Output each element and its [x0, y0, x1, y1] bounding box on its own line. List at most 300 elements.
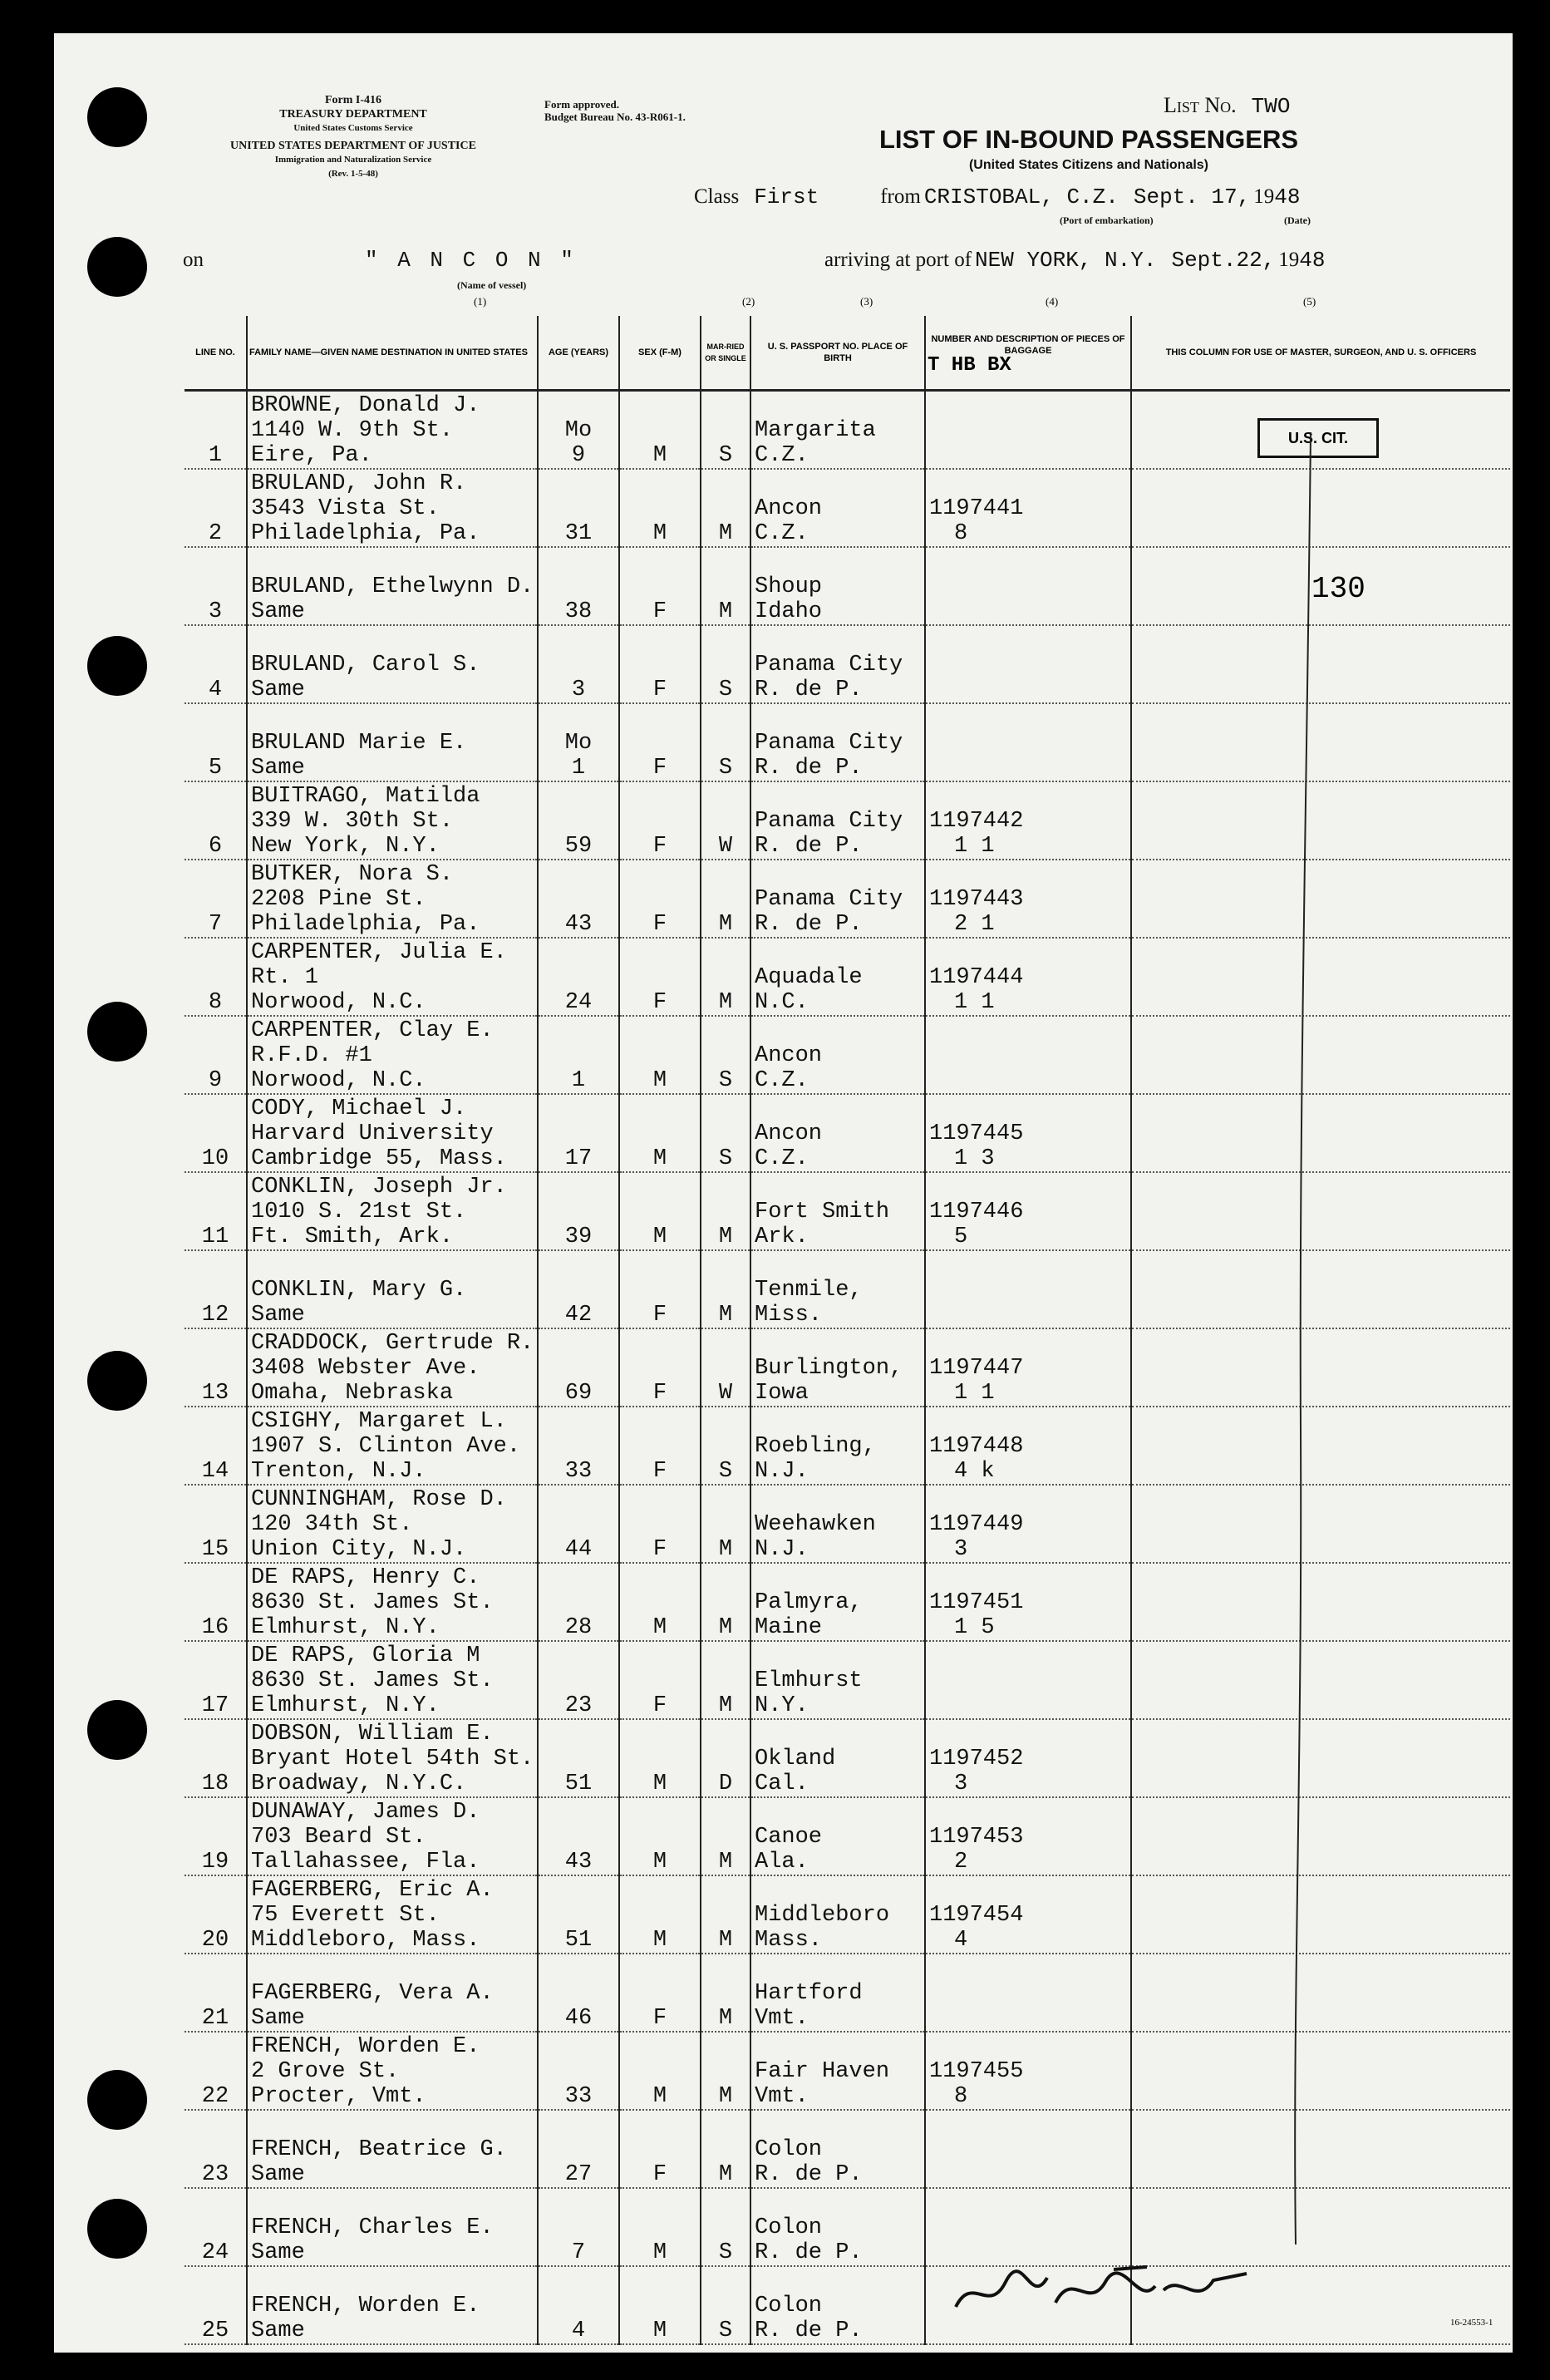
officers-cell — [1131, 1954, 1510, 2032]
age-cell — [538, 2188, 619, 2266]
passenger-name: CARPENTER, Clay E. — [251, 1018, 494, 1043]
punch-hole — [87, 2199, 147, 2259]
sex-cell: F — [619, 938, 701, 1016]
age-cell — [538, 781, 619, 860]
marital-cell: M — [701, 1563, 750, 1641]
age-value: 43 — [564, 1850, 593, 1875]
birthplace-cell — [750, 1954, 925, 2032]
birthplace-line-2: R. de P. — [755, 2162, 863, 2187]
name-destination-cell — [247, 625, 538, 703]
age-cell — [538, 1172, 619, 1250]
officers-cell — [1131, 1563, 1510, 1641]
line-number: 24 — [185, 2188, 247, 2266]
birthplace-cell — [750, 1328, 925, 1407]
birthplace-line-2: Ark. — [755, 1224, 809, 1249]
sex-cell: M — [619, 1094, 701, 1172]
marital-cell: S — [701, 625, 750, 703]
column-number: (4) — [1046, 295, 1059, 308]
col-header-sex: SEX (F-M) — [619, 316, 701, 391]
name-destination-cell — [247, 469, 538, 547]
age-value: 27 — [564, 2162, 593, 2187]
ticket-number: 1197453 — [929, 1825, 1024, 1850]
address-line-1: Same — [251, 2318, 305, 2343]
name-destination-cell — [247, 781, 538, 860]
address-line-1: 3543 Vista St. — [251, 496, 440, 521]
marital-cell: W — [701, 1328, 750, 1407]
address-line-1: 8630 St. James St. — [251, 1590, 494, 1615]
address-line-1: Same — [251, 599, 305, 624]
passenger-name: FAGERBERG, Eric A. — [251, 1878, 494, 1903]
baggage-count: 4 k — [954, 1459, 995, 1484]
sex-cell: F — [619, 2110, 701, 2188]
passenger-name: BUITRAGO, Matilda — [251, 784, 480, 809]
passenger-name: CONKLIN, Joseph Jr. — [251, 1175, 507, 1200]
line-number: 1 — [185, 391, 247, 470]
baggage-cell — [925, 703, 1131, 781]
officers-cell — [1131, 938, 1510, 1016]
address-line-2: Ft. Smith, Ark. — [251, 1224, 454, 1249]
age-value: 33 — [564, 1459, 593, 1484]
passenger-name: CSIGHY, Margaret L. — [251, 1409, 507, 1434]
officers-cell — [1131, 2110, 1510, 2188]
column-number: (5) — [1303, 295, 1316, 308]
list-no-label: List No. — [1164, 93, 1237, 117]
age-value: 59 — [564, 834, 593, 859]
age-cell — [538, 1328, 619, 1407]
address-line-2: Elmhurst, N.Y. — [251, 1693, 440, 1718]
baggage-count: 2 — [954, 1850, 968, 1875]
marital-cell: S — [701, 1016, 750, 1094]
sex-cell: F — [619, 860, 701, 938]
baggage-cell — [925, 547, 1131, 625]
punch-hole — [87, 2070, 147, 2130]
baggage-cell — [925, 1016, 1131, 1094]
marital-cell: M — [701, 1797, 750, 1875]
sex-cell: M — [619, 391, 701, 470]
punch-hole — [87, 87, 147, 147]
marital-cell: S — [701, 2266, 750, 2344]
age-cell — [538, 860, 619, 938]
address-line-1: 703 Beard St. — [251, 1825, 426, 1850]
sex-cell: F — [619, 1328, 701, 1407]
name-destination-cell — [247, 1016, 538, 1094]
col-header-age: AGE (YEARS) — [538, 316, 619, 391]
marital-cell: M — [701, 1641, 750, 1719]
address-line-1: Same — [251, 1303, 305, 1328]
line-number: 3 — [185, 547, 247, 625]
column-number: (1) — [474, 295, 487, 308]
baggage-cell — [925, 781, 1131, 860]
age-value: 31 — [564, 521, 593, 546]
name-destination-cell — [247, 1954, 538, 2032]
baggage-count: 1 1 — [954, 990, 995, 1015]
marital-cell: S — [701, 391, 750, 470]
address-line-2: Elmhurst, N.Y. — [251, 1615, 440, 1640]
ticket-number: 1197448 — [929, 1434, 1024, 1459]
punch-hole — [87, 1351, 147, 1411]
line-number: 9 — [185, 1016, 247, 1094]
baggage-count: 1 5 — [954, 1615, 995, 1640]
birthplace-line-1: Fair Haven — [755, 2059, 890, 2084]
line-number: 11 — [185, 1172, 247, 1250]
budget-bureau: Budget Bureau No. 43-R061-1. — [544, 111, 686, 123]
birthplace-cell — [750, 1485, 925, 1563]
birthplace-line-1: Roebling, — [755, 1434, 876, 1459]
sex-cell: M — [619, 1563, 701, 1641]
line-number: 23 — [185, 2110, 247, 2188]
officers-cell — [1131, 1094, 1510, 1172]
baggage-header-label: NUMBER AND DESCRIPTION OF PIECES OF BAGGAGE — [931, 334, 1125, 356]
marital-cell: M — [701, 547, 750, 625]
officers-cell — [1131, 1407, 1510, 1485]
age-value: 23 — [564, 1693, 593, 1718]
name-destination-cell — [247, 1563, 538, 1641]
officers-cell — [1131, 781, 1510, 860]
marital-cell: S — [701, 2188, 750, 2266]
passenger-name: FRENCH, Worden E. — [251, 2294, 480, 2318]
birthplace-line-1: Okland — [755, 1747, 836, 1771]
baggage-count: 1 1 — [954, 834, 995, 859]
marital-cell: M — [701, 860, 750, 938]
name-destination-cell — [247, 547, 538, 625]
marital-cell: D — [701, 1719, 750, 1797]
birthplace-line-2: N.J. — [755, 1459, 809, 1484]
age-cell — [538, 1407, 619, 1485]
age-value: 7 — [571, 2240, 586, 2265]
on-label: on — [183, 249, 204, 271]
from-label: from — [880, 185, 921, 208]
age-cell — [538, 2266, 619, 2344]
marital-cell: M — [701, 1250, 750, 1328]
birthplace-line-2: N.J. — [755, 1537, 809, 1562]
sex-cell: M — [619, 1797, 701, 1875]
birthplace-cell — [750, 1797, 925, 1875]
passenger-name: BRULAND, Carol S. — [251, 653, 480, 678]
age-value: 28 — [564, 1615, 593, 1640]
birthplace-line-1: Hartford — [755, 1981, 863, 2006]
birthplace-line-2: R. de P. — [755, 2318, 863, 2343]
col-header-name: FAMILY NAME—GIVEN NAME DESTINATION IN UNITED STATES — [247, 316, 538, 391]
baggage-cell — [925, 1875, 1131, 1954]
baggage-cell — [925, 1954, 1131, 2032]
birthplace-line-1: Ancon — [755, 1121, 823, 1146]
age-value: 42 — [564, 1303, 593, 1328]
birthplace-line-2: Iowa — [755, 1381, 809, 1406]
line-number: 16 — [185, 1563, 247, 1641]
birthplace-line-2: Vmt. — [755, 2006, 809, 2031]
baggage-count: 3 — [954, 1771, 968, 1796]
marital-cell: S — [701, 1407, 750, 1485]
officers-cell — [1131, 1250, 1510, 1328]
sex-cell: M — [619, 1875, 701, 1954]
page-title: LIST OF IN-BOUND PASSENGERS — [878, 125, 1299, 154]
passenger-name: DE RAPS, Henry C. — [251, 1565, 480, 1590]
age-cell — [538, 1875, 619, 1954]
birthplace-line-2: Vmt. — [755, 2084, 809, 2109]
birthplace-cell — [750, 1875, 925, 1954]
baggage-cell — [925, 2110, 1131, 2188]
sex-cell: F — [619, 1250, 701, 1328]
col-header-officers: THIS COLUMN FOR USE OF MASTER, SURGEON, AND U. S. OFFICERS — [1131, 316, 1510, 391]
col-header-baggage — [925, 316, 1131, 391]
birthplace-line-1: Margarita — [755, 418, 876, 443]
birthplace-cell — [750, 1250, 925, 1328]
passenger-name: DE RAPS, Gloria M — [251, 1643, 480, 1668]
name-destination-cell — [247, 2266, 538, 2344]
birthplace-line-1: Colon — [755, 2215, 823, 2240]
baggage-cell — [925, 391, 1131, 470]
birthplace-line-1: Fort Smith — [755, 1200, 890, 1224]
name-destination-cell — [247, 703, 538, 781]
birthplace-cell — [750, 2032, 925, 2110]
address-line-2: Tallahassee, Fla. — [251, 1850, 480, 1875]
officers-cell — [1131, 2188, 1510, 2266]
marital-cell: W — [701, 781, 750, 860]
line-number: 19 — [185, 1797, 247, 1875]
ticket-number: 1197449 — [929, 1512, 1024, 1537]
baggage-cell — [925, 1407, 1131, 1485]
officers-cell — [1131, 1328, 1510, 1407]
birthplace-cell — [750, 1719, 925, 1797]
ticket-number: 1197452 — [929, 1747, 1024, 1771]
name-destination-cell — [247, 1797, 538, 1875]
birthplace-cell — [750, 2110, 925, 2188]
baggage-count: 3 — [954, 1537, 968, 1562]
marital-cell: M — [701, 938, 750, 1016]
birthplace-line-2: R. de P. — [755, 2240, 863, 2265]
age-cell — [538, 1641, 619, 1719]
birthplace-line-2: C.Z. — [755, 521, 809, 546]
age-cell — [538, 703, 619, 781]
birthplace-line-2: R. de P. — [755, 678, 863, 702]
sex-cell: M — [619, 1719, 701, 1797]
age-value: 9 — [571, 443, 586, 468]
name-destination-cell — [247, 1485, 538, 1563]
ticket-number: 1197445 — [929, 1121, 1024, 1146]
address-line-1: Same — [251, 2162, 305, 2187]
birthplace-line-1: Weehawken — [755, 1512, 876, 1537]
stamp-number: 130 — [1311, 572, 1365, 606]
birthplace-line-1: Burlington, — [755, 1356, 903, 1381]
address-line-1: 339 W. 30th St. — [251, 809, 454, 834]
from-date: Sept. 17, — [1133, 185, 1251, 209]
ticket-number: 1197446 — [929, 1200, 1024, 1224]
age-cell — [538, 1485, 619, 1563]
baggage-count: 5 — [954, 1224, 968, 1249]
baggage-cell — [925, 1797, 1131, 1875]
marital-cell: S — [701, 703, 750, 781]
birthplace-line-1: Middleboro — [755, 1903, 890, 1928]
form-approval — [544, 98, 686, 123]
age-value: 24 — [564, 990, 593, 1015]
address-line-1: Bryant Hotel 54th St. — [251, 1747, 534, 1771]
line-number: 13 — [185, 1328, 247, 1407]
officers-cell — [1131, 1016, 1510, 1094]
officers-cell — [1131, 625, 1510, 703]
form-number: Form I-416 — [324, 94, 382, 106]
baggage-cell — [925, 1485, 1131, 1563]
name-destination-cell — [247, 1719, 538, 1797]
from-year-prefix: 19 — [1253, 185, 1275, 208]
line-number: 12 — [185, 1250, 247, 1328]
vessel-caption: (Name of vessel) — [457, 279, 527, 291]
address-line-1: 75 Everett St. — [251, 1903, 440, 1928]
birthplace-cell — [750, 1641, 925, 1719]
birthplace-line-1: Shoup — [755, 574, 823, 599]
birthplace-line-2: C.Z. — [755, 443, 809, 468]
punch-hole — [87, 1700, 147, 1760]
arrival-line — [824, 248, 1326, 273]
sex-cell: F — [619, 547, 701, 625]
form-approved: Form approved. — [544, 98, 620, 111]
address-line-1: R.F.D. #1 — [251, 1043, 372, 1068]
address-line-1: 1907 S. Clinton Ave. — [251, 1434, 521, 1459]
line-number: 14 — [185, 1407, 247, 1485]
address-line-2: Philadelphia, Pa. — [251, 912, 480, 937]
arrival-port: NEW YORK, N.Y. — [975, 248, 1157, 273]
birthplace-line-1: Panama City — [755, 809, 903, 834]
sex-cell: F — [619, 1954, 701, 2032]
line-number: 20 — [185, 1875, 247, 1954]
passenger-name: CARPENTER, Julia E. — [251, 940, 507, 965]
sex-cell: M — [619, 1172, 701, 1250]
col-header-line: LINE NO. — [185, 316, 247, 391]
baggage-cell — [925, 1719, 1131, 1797]
baggage-cell — [925, 2032, 1131, 2110]
birthplace-cell — [750, 2266, 925, 2344]
arrival-year: 48 — [1299, 248, 1326, 273]
ticket-number: 1197443 — [929, 887, 1024, 912]
from-port: CRISTOBAL, C.Z. — [923, 185, 1119, 209]
age-value: 44 — [564, 1537, 593, 1562]
passenger-name: CODY, Michael J. — [251, 1096, 467, 1121]
name-destination-cell — [247, 1172, 538, 1250]
passenger-name: BUTKER, Nora S. — [251, 862, 454, 887]
age-value: 33 — [564, 2084, 593, 2109]
marital-cell: M — [701, 2110, 750, 2188]
baggage-cell — [925, 1250, 1131, 1328]
line-number: 15 — [185, 1485, 247, 1563]
table-row — [185, 2266, 1510, 2344]
address-line-1: Harvard University — [251, 1121, 494, 1146]
age-value: 1 — [571, 1068, 586, 1093]
passenger-name: DUNAWAY, James D. — [251, 1800, 480, 1825]
birthplace-line-2: Mass. — [755, 1928, 823, 1953]
passenger-name: DOBSON, William E. — [251, 1722, 494, 1747]
officers-cell — [1131, 1797, 1510, 1875]
age-cell — [538, 391, 619, 470]
birthplace-line-2: N.C. — [755, 990, 809, 1015]
officers-cell — [1131, 469, 1510, 547]
col-header-passport: U. S. PASSPORT NO. PLACE OF BIRTH — [750, 316, 925, 391]
line-number: 10 — [185, 1094, 247, 1172]
list-number — [1164, 93, 1290, 119]
age-cell — [538, 2110, 619, 2188]
sex-cell: M — [619, 2188, 701, 2266]
address-line-2: Omaha, Nebraska — [251, 1381, 454, 1406]
address-line-1: 120 34th St. — [251, 1512, 413, 1537]
citizen-stamp: U.S. CIT. — [1257, 418, 1379, 458]
line-number: 25 — [185, 2266, 247, 2344]
age-cell — [538, 625, 619, 703]
address-line-2: Trenton, N.J. — [251, 1459, 426, 1484]
officers-cell — [1131, 1875, 1510, 1954]
line-number: 2 — [185, 469, 247, 547]
baggage-cell — [925, 1328, 1131, 1407]
age-value: 69 — [564, 1381, 593, 1406]
birthplace-line-2: C.Z. — [755, 1068, 809, 1093]
marital-cell: M — [701, 1954, 750, 2032]
address-line-2: Middleboro, Mass. — [251, 1928, 480, 1953]
arrival-date: Sept.22, — [1171, 248, 1276, 273]
baggage-count: 4 — [954, 1928, 968, 1953]
address-line-2: Norwood, N.C. — [251, 1068, 426, 1093]
footer-code: 16-24553-1 — [1450, 2318, 1493, 2328]
customs-service: United States Customs Service — [293, 123, 413, 133]
birthplace-line-1: Ancon — [755, 496, 823, 521]
age-cell — [538, 1250, 619, 1328]
address-line-2: Cambridge 55, Mass. — [251, 1146, 507, 1171]
baggage-cell — [925, 860, 1131, 938]
birthplace-line-1: Tenmile, — [755, 1278, 863, 1303]
form-issuer-block — [179, 93, 528, 181]
birthplace-line-1: Aquadale — [755, 965, 863, 990]
baggage-count: 8 — [954, 521, 968, 546]
birthplace-line-1: Ancon — [755, 1043, 823, 1068]
birthplace-cell — [750, 703, 925, 781]
birthplace-line-2: R. de P. — [755, 834, 863, 859]
name-destination-cell — [247, 1250, 538, 1328]
birthplace-cell — [750, 1563, 925, 1641]
port-caption: (Port of embarkation) — [1060, 214, 1154, 226]
birthplace-line-1: Elmhurst — [755, 1668, 863, 1693]
list-no-value: TWO — [1251, 94, 1291, 119]
page-subtitle: (United States Citizens and Nationals) — [968, 158, 1209, 172]
passenger-name: BRULAND Marie E. — [251, 731, 467, 756]
marital-cell: M — [701, 1875, 750, 1954]
birthplace-cell — [750, 2188, 925, 2266]
name-destination-cell — [247, 860, 538, 938]
baggage-cell — [925, 1563, 1131, 1641]
form-revision: (Rev. 1-5-48) — [328, 169, 378, 179]
birthplace-line-1: Canoe — [755, 1825, 823, 1850]
margin-vertical-stroke — [1284, 432, 1317, 2261]
arrival-year-prefix: 19 — [1278, 249, 1300, 271]
age-cell — [538, 1954, 619, 2032]
baggage-cell — [925, 1641, 1131, 1719]
age-value: 17 — [564, 1146, 593, 1171]
baggage-count: 1 1 — [954, 1381, 995, 1406]
address-line-1: Same — [251, 678, 305, 702]
punch-hole — [87, 237, 147, 297]
birthplace-cell — [750, 1016, 925, 1094]
age-cell — [538, 1719, 619, 1797]
officers-cell — [1131, 703, 1510, 781]
birthplace-cell — [750, 547, 925, 625]
passenger-name: CONKLIN, Mary G. — [251, 1278, 467, 1303]
baggage-cell — [925, 2188, 1131, 2266]
sex-cell: F — [619, 703, 701, 781]
line-number: 22 — [185, 2032, 247, 2110]
age-cell — [538, 1016, 619, 1094]
vessel-name: " A N C O N " — [365, 248, 577, 273]
age-unit: Mo — [564, 731, 593, 756]
officers-cell — [1131, 1641, 1510, 1719]
officers-cell — [1131, 860, 1510, 938]
birthplace-line-2: Ala. — [755, 1850, 809, 1875]
table-header-row — [185, 316, 1510, 391]
birthplace-cell — [750, 860, 925, 938]
